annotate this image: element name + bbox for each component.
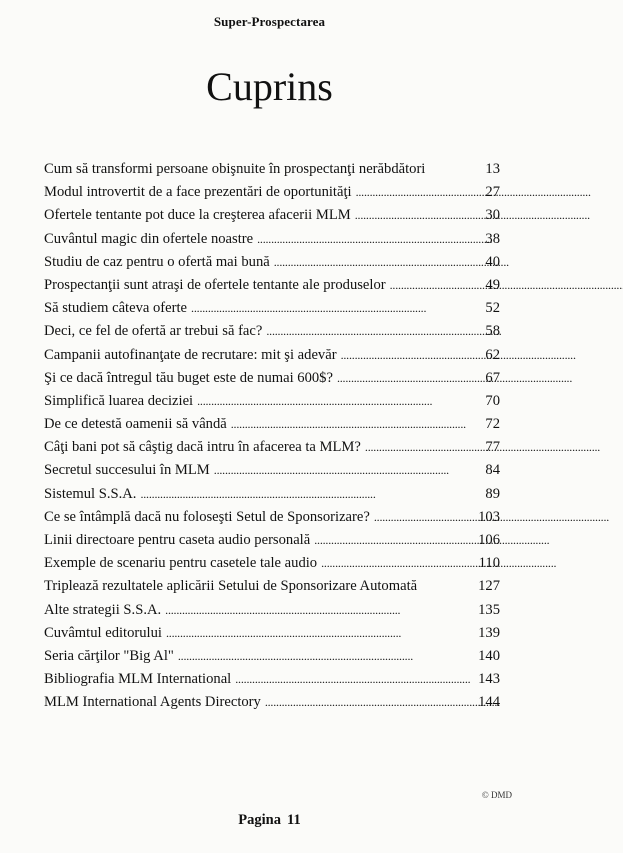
toc-entry-page: 110: [478, 555, 500, 572]
toc-entry-title: Linii directoare pentru caseta audio personală: [44, 532, 311, 548]
toc-dot-leader: [265, 691, 466, 714]
toc-dot-leader: [314, 529, 466, 552]
toc-entry-title: Şi ce dacă întregul tău buget este de numai 600$?: [44, 369, 333, 386]
toc-entry-title: Seria cărţilor "Big Al": [44, 647, 174, 664]
toc-entry: [44, 436, 500, 459]
toc-entry-page: 143: [478, 671, 500, 688]
toc-dot-leader: [341, 344, 466, 367]
toc-entry-page: 13: [485, 161, 500, 177]
toc-dot-leader: [140, 483, 466, 506]
toc-entry: [44, 413, 500, 436]
toc-entry-page: 89: [485, 485, 500, 502]
toc-entry: [44, 645, 500, 668]
toc-entry-page: 103: [478, 508, 500, 525]
toc-entry-page: 72: [485, 416, 500, 433]
toc-entry-page: 70: [485, 392, 500, 409]
page-title: Cuprins: [206, 64, 333, 109]
toc-entry-title: Alte strategii S.S.A.: [44, 601, 162, 618]
toc-dot-leader: [374, 506, 466, 529]
page-number: 11: [287, 812, 301, 828]
toc-entry: [44, 181, 500, 204]
toc-entry-page: 52: [485, 300, 500, 317]
toc-entry: [44, 251, 500, 274]
toc-entry-title: Ofertele tentante pot duce la creşterea afacerii MLM: [44, 207, 351, 224]
toc-entry-page: 30: [485, 207, 500, 224]
toc-entry: [44, 668, 500, 691]
toc-entry-title: Secretul succesului în MLM: [44, 462, 210, 479]
toc-dot-leader: [257, 228, 466, 251]
toc-dot-leader: [166, 622, 466, 645]
toc-entry: [44, 459, 500, 482]
toc-entry: [44, 367, 500, 390]
toc-entry-page: 77: [485, 439, 500, 456]
toc-dot-leader: [266, 320, 466, 343]
toc-entry-page: 38: [485, 230, 500, 247]
toc-entry-title: Cum să transformi persoane obişnuite în prospectanţi nerăbdători: [44, 161, 426, 177]
toc-dot-leader: [191, 297, 466, 320]
toc-entry: [44, 552, 500, 575]
toc-entry-page: 40: [485, 253, 500, 270]
toc-entry-page: 49: [485, 276, 500, 293]
toc-entry-title: Studiu de caz pentru o ofertă mai bună: [44, 253, 270, 270]
toc-entry-title: Bibliografia MLM International: [44, 671, 232, 688]
toc-entry: [44, 506, 500, 529]
toc-entry-title: Simplifică luarea deciziei: [44, 392, 194, 409]
toc-dot-leader: [274, 251, 466, 274]
toc-entry-page: 67: [485, 369, 500, 386]
toc-dot-leader: [390, 274, 466, 297]
toc-entry-page: 139: [478, 624, 500, 641]
toc-entry-title: Prospectanţii sunt atraşi de ofertele tentante ale produselor: [44, 276, 386, 293]
toc-dot-leader: [337, 367, 466, 390]
toc-entry-title: De ce detestă oamenii să vândă: [44, 416, 227, 433]
toc-entry: [44, 390, 500, 413]
toc-entry-page: 140: [478, 647, 500, 664]
toc-entry: [44, 691, 500, 714]
running-header: Super-Prospectarea: [213, 14, 326, 29]
copyright-mark: © DMD: [481, 790, 512, 800]
toc-entry: [44, 529, 500, 552]
toc-entry-page: 84: [485, 462, 500, 479]
toc-entry: [44, 158, 500, 181]
toc-entry-page: 62: [485, 346, 500, 363]
toc-entry: [44, 274, 500, 297]
toc-entry: [44, 228, 500, 251]
toc-entry: [44, 344, 500, 367]
toc-dot-leader: [214, 459, 466, 482]
toc-entry-title: Să studiem câteva oferte: [44, 300, 188, 317]
toc-entry-title: Exemple de scenariu pentru casetele tale audio: [44, 555, 318, 572]
table-of-contents: [44, 158, 500, 715]
toc-entry-page: 27: [485, 184, 500, 201]
toc-entry-page: 106: [478, 532, 500, 548]
toc-dot-leader: [165, 599, 466, 622]
toc-dot-leader: [355, 204, 466, 227]
toc-entry-title: MLM International Agents Directory: [44, 694, 261, 711]
toc-entry: [44, 320, 500, 343]
toc-entry-page: 135: [478, 601, 500, 618]
toc-entry-page: 127: [478, 578, 500, 595]
toc-dot-leader: [356, 181, 466, 204]
toc-entry: [44, 204, 500, 227]
toc-entry-title: Modul introvertit de a face prezentări de oportunităţi: [44, 184, 352, 201]
toc-entry-title: Sistemul S.S.A.: [44, 485, 137, 502]
toc-dot-leader: [231, 413, 466, 436]
toc-dot-leader: [365, 436, 466, 459]
toc-entry-title: Câţi bani pot să câştig dacă intru în afacerea ta MLM?: [44, 439, 361, 456]
toc-entry-title: Ce se întâmplă dacă nu foloseşti Setul de Sponsorizare?: [44, 508, 370, 525]
page-footer: [0, 812, 539, 829]
toc-entry-title: Cuvâmtul editorului: [44, 624, 162, 641]
toc-dot-leader: [178, 645, 466, 668]
toc-entry: [44, 483, 500, 506]
toc-entry-page: 144: [478, 694, 500, 711]
toc-entry-page: 58: [485, 323, 500, 340]
toc-dot-leader: [321, 552, 466, 575]
toc-entry: [44, 622, 500, 645]
toc-dot-leader: [235, 668, 466, 691]
toc-entry: [44, 575, 500, 598]
page-footer-label: Pagina: [238, 812, 281, 828]
toc-entry-title: Triplează rezultatele aplicării Setului de Sponsorizare Automată: [44, 578, 418, 595]
toc-dot-leader: [197, 390, 466, 413]
toc-entry-title: Cuvântul magic din ofertele noastre: [44, 230, 254, 247]
toc-entry: [44, 297, 500, 320]
toc-entry-title: Deci, ce fel de ofertă ar trebui să fac?: [44, 323, 263, 340]
toc-entry: [44, 599, 500, 622]
toc-entry-title: Campanii autofinanţate de recrutare: mit şi adevăr: [44, 346, 337, 363]
